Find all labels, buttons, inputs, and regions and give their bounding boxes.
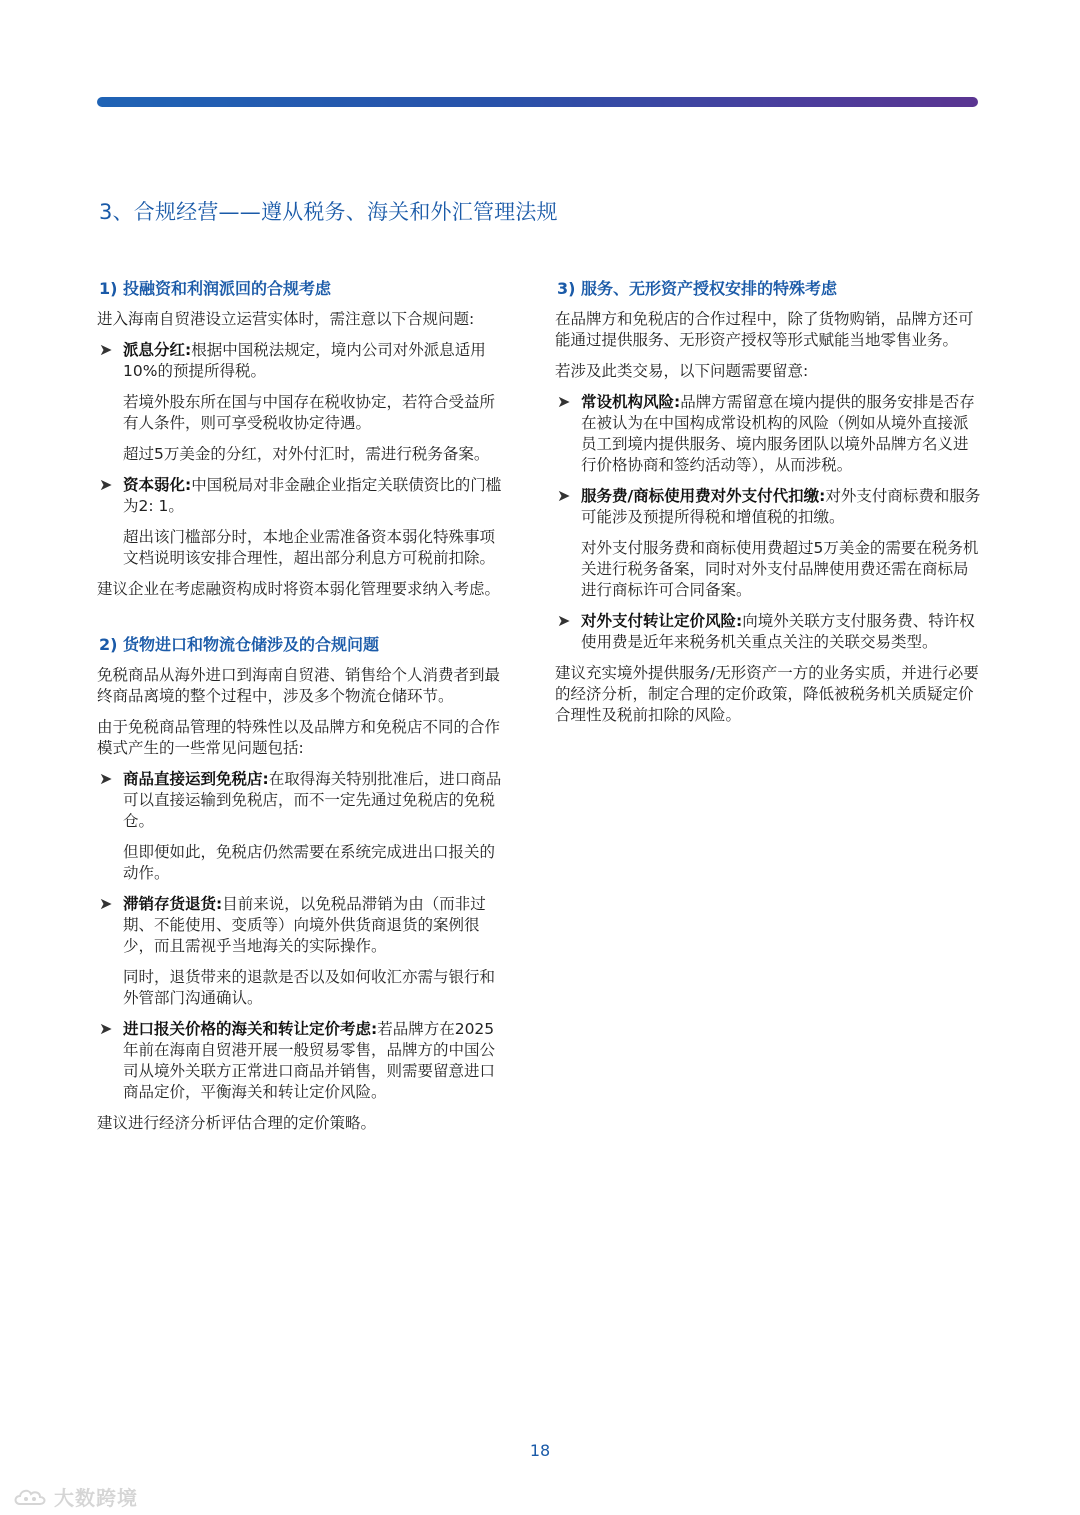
bullet-returns <box>97 894 509 957</box>
section-3-intro-1: 在品牌方和免税店的合作过程中，除了货物购销，品牌方还可能通过提供服务、无形资产授权等形式赋能当地零售业务。 <box>555 310 974 349</box>
page-title: 3、合规经营——遵从税务、海关和外汇管理法规 <box>99 200 558 224</box>
watermark <box>12 1482 138 1511</box>
arrow-bullet-icon: ➤ <box>557 392 571 411</box>
bullet-direct-shipping <box>97 769 509 832</box>
bullet-text: 根据中国税法规定，境内公司对外派息适用10%的预提所得税。 <box>123 341 486 380</box>
arrow-bullet-icon: ➤ <box>99 769 113 788</box>
section-2-intro-1: 免税商品从海外进口到海南自贸港、销售给个人消费者到最终商品离境的整个过程中，涉及多个物流仓储环节。 <box>97 666 501 705</box>
right-column <box>555 278 983 736</box>
header-gradient-bar <box>97 97 978 107</box>
bullet-text: 对外支付商标费和服务可能涉及预提所得税和增值税的扣缴。 <box>581 487 981 526</box>
bullet-label: 派息分红: <box>123 341 192 359</box>
arrow-bullet-icon: ➤ <box>99 340 113 359</box>
arrow-bullet-icon: ➤ <box>99 894 113 913</box>
section-2-heading: 2) 货物进口和物流仓储涉及的合规问题 <box>99 635 380 654</box>
bullet-dividend <box>97 340 509 382</box>
bullet-label: 进口报关价格的海关和转让定价考虑: <box>123 1020 378 1038</box>
bullet-label: 商品直接运到免税店: <box>123 770 269 788</box>
bullet-label: 常设机构风险: <box>581 393 681 411</box>
bullet-dividend-sub-2: 超过5万美金的分红，对外付汇时，需进行税务备案。 <box>123 445 490 463</box>
arrow-bullet-icon: ➤ <box>557 486 571 505</box>
section-3-intro-2: 若涉及此类交易，以下问题需要留意: <box>555 362 809 380</box>
bullet-text: 向境外关联方支付服务费、特许权使用费是近年来税务机关重点关注的关联交易类型。 <box>581 612 975 651</box>
bullet-text: 目前来说，以免税品滞销为由（而非过期、不能使用、变质等）向境外供货商退货的案例很少，而且需视乎当地海关的实际操作。 <box>123 895 486 955</box>
page-number: 18 <box>529 1441 551 1460</box>
bullet-label: 对外支付转让定价风险: <box>581 612 743 630</box>
bullet-thin-cap <box>97 475 509 517</box>
bullet-label: 滞销存货退货: <box>123 895 223 913</box>
bullet-withholding-sub-1: 对外支付服务费和商标使用费超过5万美金的需要在税务机关进行税务备案，同时对外支付品牌使用费还需在商标局进行商标许可合同备案。 <box>581 539 979 599</box>
bullet-label: 服务费/商标使用费对外支付代扣缴: <box>581 487 826 505</box>
left-column <box>97 278 509 1144</box>
bullet-permanent-establishment <box>555 392 983 476</box>
section-1-heading: 1) 投融资和利润派回的合规考虑 <box>99 279 332 298</box>
arrow-bullet-icon: ➤ <box>557 611 571 630</box>
section-2-advice: 建议进行经济分析评估合理的定价策略。 <box>97 1114 377 1132</box>
bullet-customs-pricing <box>97 1019 509 1103</box>
watermark-text: 大数跨境 <box>54 1486 138 1510</box>
section-3-advice: 建议充实境外提供服务/无形资产一方的业务实质，并进行必要的经济分析，制定合理的定价政策，降低被税务机关质疑定价合理性及税前扣除的风险。 <box>555 664 979 724</box>
bullet-text: 品牌方需留意在境内提供的服务安排是否存在被认为在中国构成常设机构的风险（例如从境外直接派员工到境内提供服务、境内服务团队以境外品牌方名义进行价格协商和签约活动等），从而涉税。 <box>581 393 975 474</box>
bullet-text: 若品牌方在2025年前在海南自贸港开展一般贸易零售，品牌方的中国公司从境外关联方正常进口商品并销售，则需要留意进口商品定价，平衡海关和转让定价风险。 <box>123 1020 496 1101</box>
section-1-intro: 进入海南自贸港设立运营实体时，需注意以下合规问题: <box>97 310 475 328</box>
bullet-thin-cap-sub-1: 超出该门槛部分时，本地企业需准备资本弱化特殊事项文档说明该安排合理性，超出部分利息方可税前扣除。 <box>123 528 496 567</box>
section-3-heading: 3) 服务、无形资产授权安排的特殊考虑 <box>557 279 838 298</box>
bullet-label: 资本弱化: <box>123 476 192 494</box>
bullet-direct-shipping-sub-1: 但即便如此，免税店仍然需要在系统完成进出口报关的动作。 <box>123 843 496 882</box>
arrow-bullet-icon: ➤ <box>99 1019 113 1038</box>
section-2-intro-2: 由于免税商品管理的特殊性以及品牌方和免税店不同的合作模式产生的一些常见问题包括: <box>97 718 501 757</box>
section-1-advice: 建议企业在考虑融资构成时将资本弱化管理要求纳入考虑。 <box>97 580 501 598</box>
bullet-text: 在取得海关特别批准后，进口商品可以直接运输到免税店，而不一定先通过免税店的免税仓。 <box>123 770 502 830</box>
bullet-transfer-pricing <box>555 611 983 653</box>
arrow-bullet-icon: ➤ <box>99 475 113 494</box>
cloud-logo-icon <box>12 1486 50 1508</box>
bullet-returns-sub-1: 同时，退货带来的退款是否以及如何收汇亦需与银行和外管部门沟通确认。 <box>123 968 496 1007</box>
bullet-text: 中国税局对非金融企业指定关联债资比的门槛为2: 1。 <box>123 476 502 515</box>
bullet-withholding <box>555 486 983 528</box>
bullet-dividend-sub-1: 若境外股东所在国与中国存在税收协定，若符合受益所有人条件，则可享受税收协定待遇。 <box>123 393 496 432</box>
